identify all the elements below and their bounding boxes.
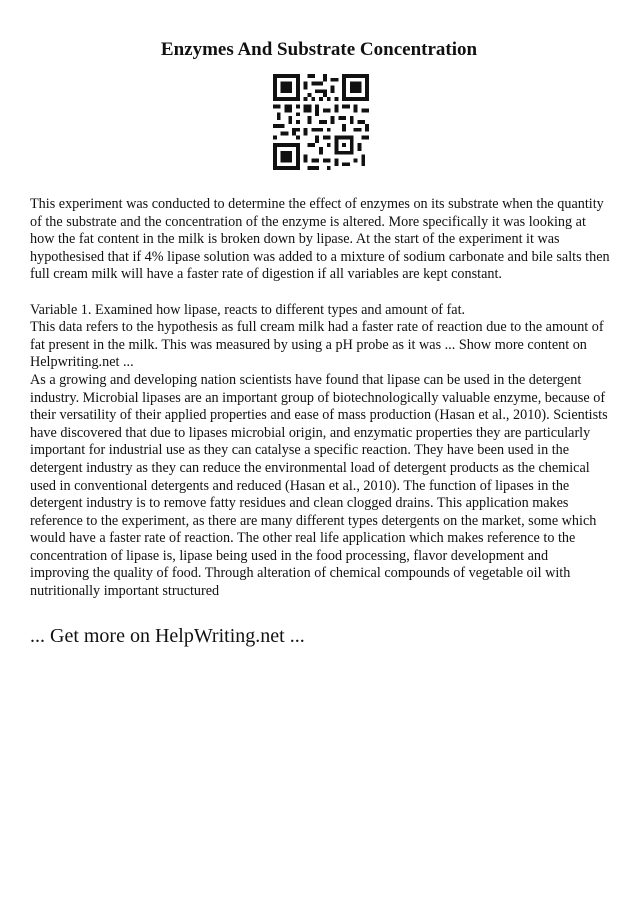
document-body <box>30 196 610 601</box>
application-paragraph: As a growing and developing nation scientists have found that lipase can be used in the detergent industry. Microbial lipases are an important group of biotechnologically valuable enzyme, because of their versatility of their applied properties and ease of mass production (Hasan et al., 2010). Scientists have discovered that due to lipases microbial origin, and enzymatic properties they are particularly important for industrial use as they can catalyse a specific reaction. They have been used in the detergent industry as they can reduce the environmental load of detergent products as the chemical used in conventional detergents and reduced (Hasan et al., 2010). The function of lipases in the detergent industry is to remove fatty residues and clean clogged drains. This application makes reference to the experiment, as there are many different types detergents on the market, some which would have a faster rate of reaction. The other real life application which makes reference to the concentration of lipase is, lipase being used in the food processing, flavor development and improving the quality of food. Through alteration of chemical compounds of vegetable oil with nutritionally important structured <box>30 371 608 600</box>
intro-paragraph: This experiment was conducted to determine the effect of enzymes on its substrate when the quantity of the substrate and the concentration of the enzyme is altered. More specifically it was looking at how the fat content in the milk is broken down by lipase. At the start of the experiment it was hypothesised that if 4% lipase solution was added to a mixture of sodium carbonate and bile salts then full cream milk will have a faster rate of digestion if all variables are kept constant. <box>30 196 610 283</box>
qr-code-graphic <box>273 74 369 170</box>
paragraph-spacer <box>30 284 610 302</box>
get-more-link[interactable]: ... Get more on HelpWriting.net ... <box>30 625 305 647</box>
variable-paragraph: Variable 1. Examined how lipase, reacts to different types and amount of fat. <box>30 301 466 318</box>
document-title: Enzymes And Substrate Concentration <box>160 39 478 60</box>
hypothesis-paragraph: This data refers to the hypothesis as full cream milk had a faster rate of reaction due to the amount of fat present in the milk. This was measured by using a pH probe as it was ... Show more content on Helpwriting.net ... <box>30 319 604 371</box>
qr-code-icon <box>273 74 369 170</box>
